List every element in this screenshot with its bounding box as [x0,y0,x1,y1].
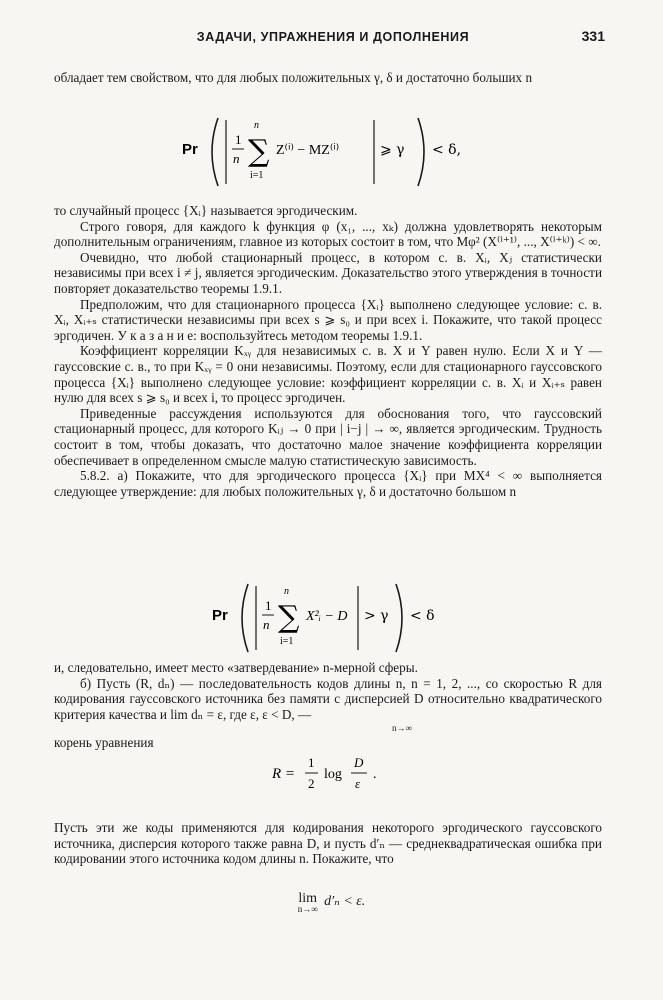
pr-symbol: Pr [181,141,198,158]
formula-ergodic-definition [0,112,663,197]
formula-limit [0,893,663,915]
sum-symbol: ∑ [277,600,299,635]
page-number: 331 [581,28,605,44]
formula-tail: < δ, [431,142,461,158]
paragraph-text: Строго говоря, для каждого k функция φ (x₁, ..., xₖ) должна удовлетворять некоторым дополнительным ограничениям, главное из которых состоит в том, что Mφ² (X⁽ⁱ⁺¹⁾, ..., X⁽ⁱ⁺ᵏ⁾) < ∞. [54,218,602,250]
sum-upper-limit: n [283,586,289,597]
fraction-numerator: 1 [264,598,271,613]
formula-rate-equation [0,750,663,805]
formula-body: Z⁽ⁱ⁾ − MZ⁽ⁱ⁾ [275,143,339,158]
equation-tail: . [372,767,376,782]
paragraph-text: 5.8.2. а) Покажите, что для эргодического процесса {Xᵢ} при MX⁴ < ∞ выполняется следующее утверждение: для любых положительных γ, δ и достаточно большом n [54,468,602,499]
paragraph-text: обладает тем свойством, что для любых положительных γ, δ и достаточно больших n [54,70,533,85]
sum-lower-limit: i=1 [249,170,263,181]
paragraph-text: то случайный процесс {Xᵢ} называется эргодическим. [54,203,358,218]
limit-operator [298,893,318,915]
paragraph-intro [54,70,602,86]
right-paren [418,118,424,186]
log-denominator: ε [354,776,360,791]
log-numerator: D [353,755,363,770]
lim-word: lim [298,891,317,906]
lim-subscript: n→∞ [392,723,412,733]
left-paren [242,584,248,652]
sum-symbol: ∑ [247,134,269,169]
paragraph-text: Пусть эти же коды применяются для кодирования некоторого эргодического гауссовского источника, дисперсия которого также равна D, и пусть d′ₙ — среднеквадратическая ошибка при кодировании этого источника кодом длины n. Покажите, что [54,820,602,867]
part-b-text [54,660,602,722]
main-text-block [54,203,602,499]
final-paragraph [54,820,602,867]
log-function: log [323,767,342,782]
paragraph-text: Предположим, что для стационарного процесса {Xᵢ} выполнено следующее условие: с. в. Xᵢ, Xᵢ₊ₛ статистически независимы при всех s ⩾ s₀ и при всех i. Покажите, что такой процесс эргодичен. У к а з а н и е: воспользуйтесь методом теоремы 1.9.1. [54,296,602,343]
left-paren [212,118,218,186]
relation: ⩾ γ [379,142,405,158]
right-paren [396,584,402,652]
running-header-title: ЗАДАЧИ, УПРАЖНЕНИЯ И ДОПОЛНЕНИЯ [196,30,470,44]
paragraph-text: Приведенные рассуждения используются для обоснования того, что гауссовский стационарный процесс, для которого Kᵢⱼ → 0 при | i−j | → ∞, является эргодическим. Трудность состоит в том, чтобы доказать, что достаточно малое значение коэффициента корреляции обеспечивает в определенном смысле малую статистическую зависимость. [54,405,602,468]
paragraph-text: Коэффициент корреляции Kₓᵧ для независимых с. в. X и Y равен нулю. Если X и Y — гауссовские с. в., то при Kₓᵧ = 0 они независимы. Поэтому, если для стационарного гауссовского процесса {Xᵢ} выполнено следующее условие: коэффициент корреляции с. в. Xᵢ и Xᵢ₊ₛ равен нулю для всех s ⩾ s₀ и всех i, то процесс эргодичен. [54,343,602,406]
half-numerator: 1 [307,755,314,770]
equation-lhs: R = [271,766,295,782]
paragraph-text: корень уравнения [54,735,154,750]
pr-symbol: Pr [211,607,228,624]
formula-body: X²ᵢ − D [305,609,348,624]
fraction-denominator: n [232,151,239,166]
fraction-numerator: 1 [234,132,241,147]
equation-lead [54,735,602,751]
formula-tail: < δ [409,608,435,624]
limit-body: d′ₙ < ε. [324,894,366,909]
paragraph-text: и, следовательно, имеет место «затвердевание» n-мерной сферы. [54,660,418,675]
sum-lower-limit: i=1 [279,636,293,647]
paragraph-text: б) Пусть (R, dₙ) — последовательность кодов длины n, n = 1, 2, ..., со скоростью R для кодирования гауссовского источника без памяти с дисперсией D относительно квадратического критерия качества и lim dₙ = ε, где ε, ε < D, — [54,675,602,722]
fraction-denominator: n [262,617,269,632]
relation: > γ [363,608,389,624]
sum-upper-limit: n [253,120,259,131]
half-denominator: 2 [307,776,314,791]
formula-sphere-hardening [0,578,663,663]
paragraph-text: Очевидно, что любой стационарный процесс, в котором с. в. Xᵢ, Xⱼ статистически независимы при всех i ≠ j, является эргодическим. Доказательство этого утверждения в точности повторяет доказательство теоремы 1.9.1. [54,249,602,296]
lim-subscript: n→∞ [297,904,318,914]
